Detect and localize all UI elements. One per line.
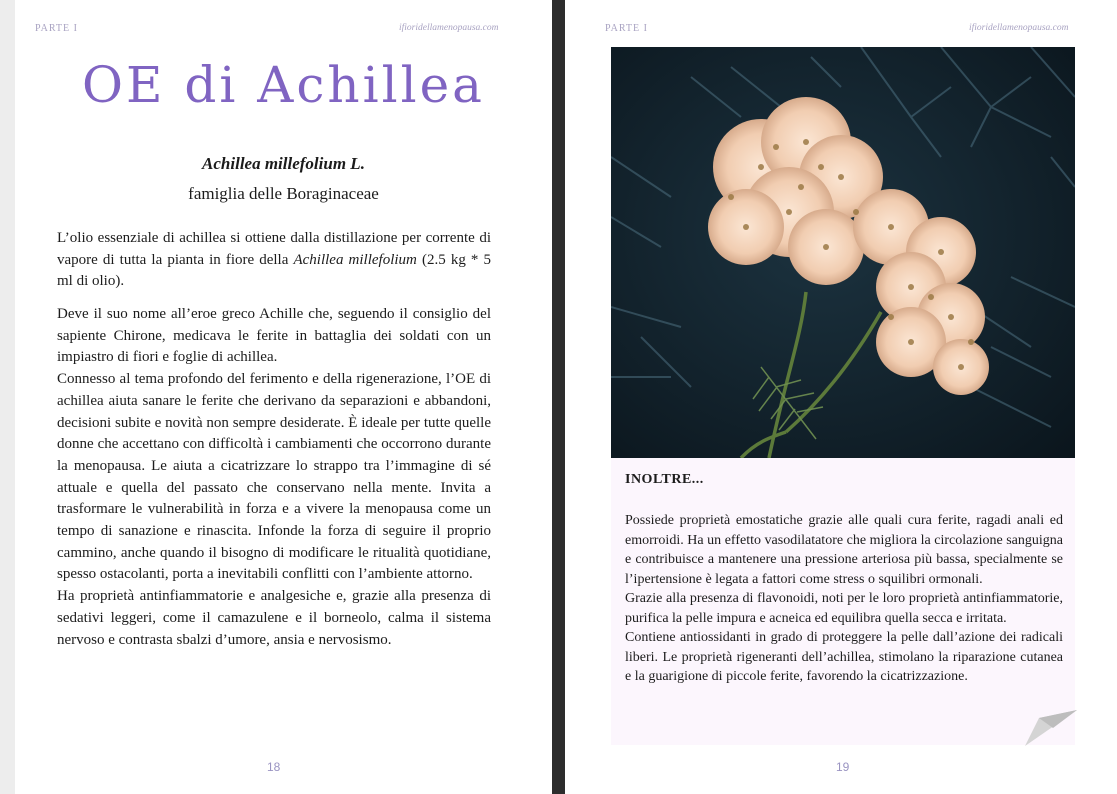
plant-family: famiglia delle Boraginaceae (188, 184, 379, 203)
page-number: 18 (267, 760, 281, 774)
left-page (15, 0, 552, 794)
intro-text-end: (2.5 kg * 5 ml di olio). (57, 251, 492, 290)
header-site-link[interactable]: ifioridellamenopausa.com (969, 23, 1069, 33)
right-page (565, 0, 1117, 794)
body-paragraph: Ha proprietà antinfiammatorie e analgesiche e, grazie alla presenza di sedativi leggeri, come il camazulene e il borneolo, calma il sistema nervoso e contrasta sbalzi d’umore, ansia e nervosismo. (57, 588, 491, 648)
box-paragraph: Grazie alla presenza di flavonoidi, noti per le loro proprietà antinfiammatorie, purifica la pelle impura e acneica ed equilibra quella secca e irritata. (625, 591, 1063, 626)
box-paragraph: Possiede proprietà emostatiche grazie alle quali cura ferite, ragadi anali ed emorroidi. Ha un effetto vasodilatatore che migliora la circolazione sanguigna e contribuisce a mantenere una pressione arteriosa più bassa, specialmente se l’ipertensione è legata a fattori come stress o squilibri ormonali. (625, 513, 1063, 587)
intro-text-start: L’olio essenziale di achillea si ottiene dalla distillazione per corrente di vapore di tutta la pianta in fiore della (57, 230, 491, 268)
box-text (625, 511, 1063, 687)
header-site-link[interactable]: ifioridellamenopausa.com (399, 23, 499, 33)
box-title: INOLTRE... (625, 472, 704, 487)
page-title: OE di Achillea (82, 56, 485, 114)
body-paragraph: Connesso al tema profondo del ferimento e della rigenerazione, l’OE di achillea aiuta sanare le ferite che derivano da separazioni e abbandoni, decisioni subite e novità non sempre desiderate. È ideale per tutte quelle donne che accettano con difficoltà i cambiamenti che occorrono durante la menopausa. Le aiuta a cicatrizzare lo strappo tra l’immagine di sé attuale e quella del passato che conservano nella mente. Invita a trasformare le vulnerabilità in forza e a vivere la menopausa come un tempo di sanazione e rinascita. Infonde la forza di seguire il proprio cammino, anche quando il bisogno di modificare le ritualità quotidiane, spesso ostacolanti, porta a inevitabili conflitti con l’ambiente attorno. (57, 371, 491, 583)
page-curl-icon (1017, 710, 1077, 746)
page-number: 19 (836, 760, 850, 774)
intro-italic-name: Achillea millefolium (293, 251, 417, 268)
yarrow-flower-photo (611, 47, 1075, 458)
box-paragraph: Contiene antiossidanti in grado di proteggere la pelle dall’azione dei radicali liberi. Le proprietà rigeneranti dell’achillea, stimolano la riparazione cutanea e la guarigione di piccole ferite, favorendo la cicatrizzazione. (625, 630, 1063, 684)
header-section-label: PARTE I (35, 23, 78, 34)
body-text (57, 304, 491, 651)
info-box (611, 458, 1075, 745)
body-paragraph: Deve il suo nome all’eroe greco Achille che, seguendo il consiglio del sapiente Chirone, medicava le ferite in battaglia dei soldati con un impiastro di fiori e foglie di achillea. (57, 306, 491, 366)
yarrow-flower-illustration (611, 47, 1075, 458)
latin-name: Achillea millefolium L. (202, 154, 365, 173)
header-section-label: PARTE I (605, 23, 648, 34)
intro-paragraph (57, 228, 491, 293)
book-spine (552, 0, 565, 794)
